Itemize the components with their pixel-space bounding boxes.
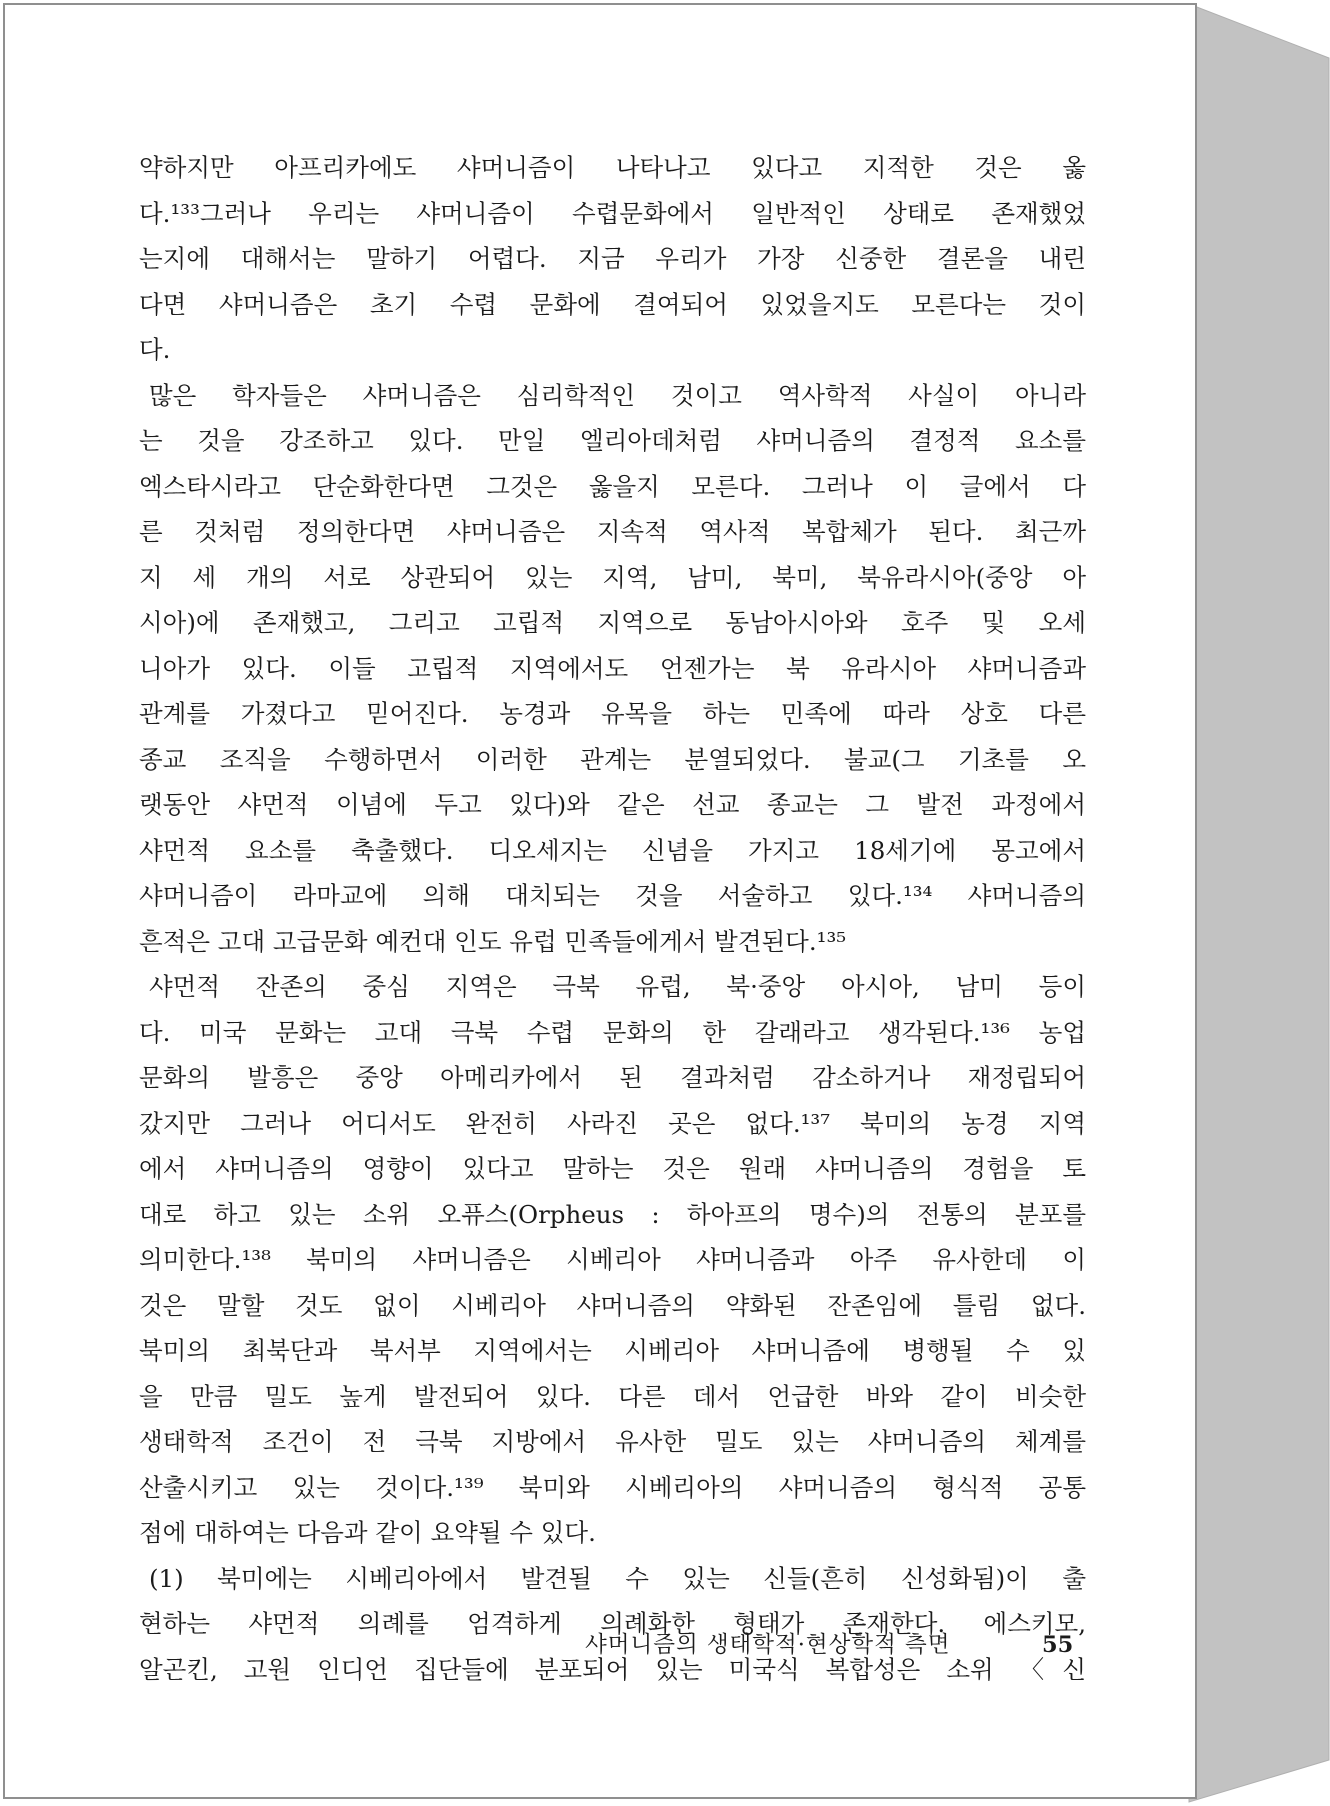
book-page — [3, 3, 1197, 1799]
text-line: 것은 말할 것도 없이 시베리아 샤머니즘의 약화된 잔존임에 틀림 없다. — [139, 1290, 1086, 1320]
running-footer — [585, 1627, 1074, 1663]
text-line: 는 것을 강조하고 있다. 만일 엘리아데처럼 샤머니즘의 결정적 요소를 — [139, 426, 1086, 455]
text-line: 다.¹³³그러나 우리는 샤머니즘이 수렵문화에서 일반적인 상태로 존재했었 — [139, 198, 1086, 228]
text-line: 을 만큼 밀도 높게 발전되어 있다. 다른 데서 언급한 바와 같이 비슷한 — [139, 1381, 1086, 1411]
text-line: 점에 대하여는 다음과 같이 요약될 수 있다. — [139, 1518, 596, 1547]
text-line: 랫동안 샤먼적 이념에 두고 있다)와 같은 선교 종교는 그 발전 과정에서 — [139, 790, 1086, 819]
text-line: 지 세 개의 서로 상관되어 있는 지역, 남미, 북미, 북유라시아(중앙 아 — [139, 562, 1086, 592]
paragraph — [139, 964, 1086, 1556]
text-line: 샤먼적 요소를 축출했다. 디오세지는 신념을 가지고 18세기에 몽고에서 — [139, 835, 1086, 865]
text-line: 의미한다.¹³⁸ 북미의 샤머니즘은 시베리아 샤머니즘과 아주 유사한데 이 — [139, 1245, 1086, 1274]
text-line: 대로 하고 있는 소위 오퓨스(Orpheus : 하아프의 명수)의 전통의 분포를 — [139, 1199, 1086, 1229]
text-line: 시아)에 존재했고, 그리고 고립적 지역으로 동남아시아와 호주 및 오세 — [139, 608, 1086, 637]
text-line: 흔적은 고대 고급문화 예컨대 인도 유럽 민족들에게서 발견된다.¹³⁵ — [139, 926, 847, 956]
text-line: (1) 북미에는 시베리아에서 발견될 수 있는 신들(흔히 신성화됨)이 출 — [149, 1563, 1086, 1593]
page-number: 55 — [1042, 1632, 1074, 1658]
text-line: 다. — [139, 335, 171, 364]
text-line: 다면 샤머니즘은 초기 수렵 문화에 결여되어 있었을지도 모른다는 것이 — [139, 289, 1086, 319]
text-line: 샤머니즘이 라마교에 의해 대치되는 것을 서술하고 있다.¹³⁴ 샤머니즘의 — [139, 881, 1086, 910]
text-line: 에서 샤머니즘의 영향이 있다고 말하는 것은 원래 샤머니즘의 경험을 토 — [139, 1154, 1086, 1183]
text-line: 는지에 대해서는 말하기 어렵다. 지금 우리가 가장 신중한 결론을 내린 — [139, 244, 1086, 273]
body-text — [139, 145, 1086, 1692]
text-line: 북미의 최북단과 북서부 지역에서는 시베리아 샤머니즘에 병행될 수 있 — [139, 1336, 1086, 1365]
text-line: 문화의 발흥은 중앙 아메리카에서 된 결과처럼 감소하거나 재정립되어 — [139, 1063, 1086, 1092]
text-line: 니아가 있다. 이들 고립적 지역에서도 언젠가는 북 유라시아 샤머니즘과 — [139, 653, 1086, 683]
text-line: 갔지만 그러나 어디서도 완전히 사라진 곳은 없다.¹³⁷ 북미의 농경 지역 — [139, 1108, 1086, 1138]
book-side-face — [1189, 4, 1329, 1802]
text-line: 현하는 샤먼적 의례를 엄격하게 의례화한 형태가 존재한다. 에스키모, — [139, 1609, 1086, 1638]
text-line: 산출시키고 있는 것이다.¹³⁹ 북미와 시베리아의 샤머니즘의 형식적 공통 — [139, 1472, 1086, 1502]
paragraph — [139, 373, 1086, 965]
paragraph — [139, 145, 1086, 373]
text-line: 많은 학자들은 샤머니즘은 심리학적인 것이고 역사학적 사실이 아니라 — [149, 380, 1086, 410]
running-title: 샤머니즘의 생태학적·현상학적 측면 — [585, 1632, 951, 1658]
text-line: 종교 조직을 수행하면서 이러한 관계는 분열되었다. 불교(그 기초를 오 — [139, 744, 1086, 774]
text-line: 엑스타시라고 단순화한다면 그것은 옳을지 모른다. 그러나 이 글에서 다 — [139, 471, 1086, 501]
text-line: 다. 미국 문화는 고대 극북 수렵 문화의 한 갈래라고 생각된다.¹³⁶ 농업 — [139, 1017, 1086, 1047]
text-line: 알곤킨, 고원 인디언 집단들에 분포되어 있는 미국식 복합성은 소위 〈신 — [139, 1654, 1086, 1684]
text-line: 관계를 가졌다고 믿어진다. 농경과 유목을 하는 민족에 따라 상호 다른 — [139, 699, 1086, 728]
book-side-edge — [1188, 0, 1330, 1806]
text-line: 생태학적 조건이 전 극북 지방에서 유사한 밀도 있는 샤머니즘의 체계를 — [139, 1427, 1086, 1456]
text-line: 샤먼적 잔존의 중심 지역은 극북 유럽, 북·중앙 아시아, 남미 등이 — [149, 972, 1086, 1001]
text-line: 약하지만 아프리카에도 샤머니즘이 나타나고 있다고 지적한 것은 옳 — [139, 153, 1086, 182]
paragraph — [139, 1556, 1086, 1693]
text-line: 른 것처럼 정의한다면 샤머니즘은 지속적 역사적 복합체가 된다. 최근까 — [139, 517, 1086, 546]
